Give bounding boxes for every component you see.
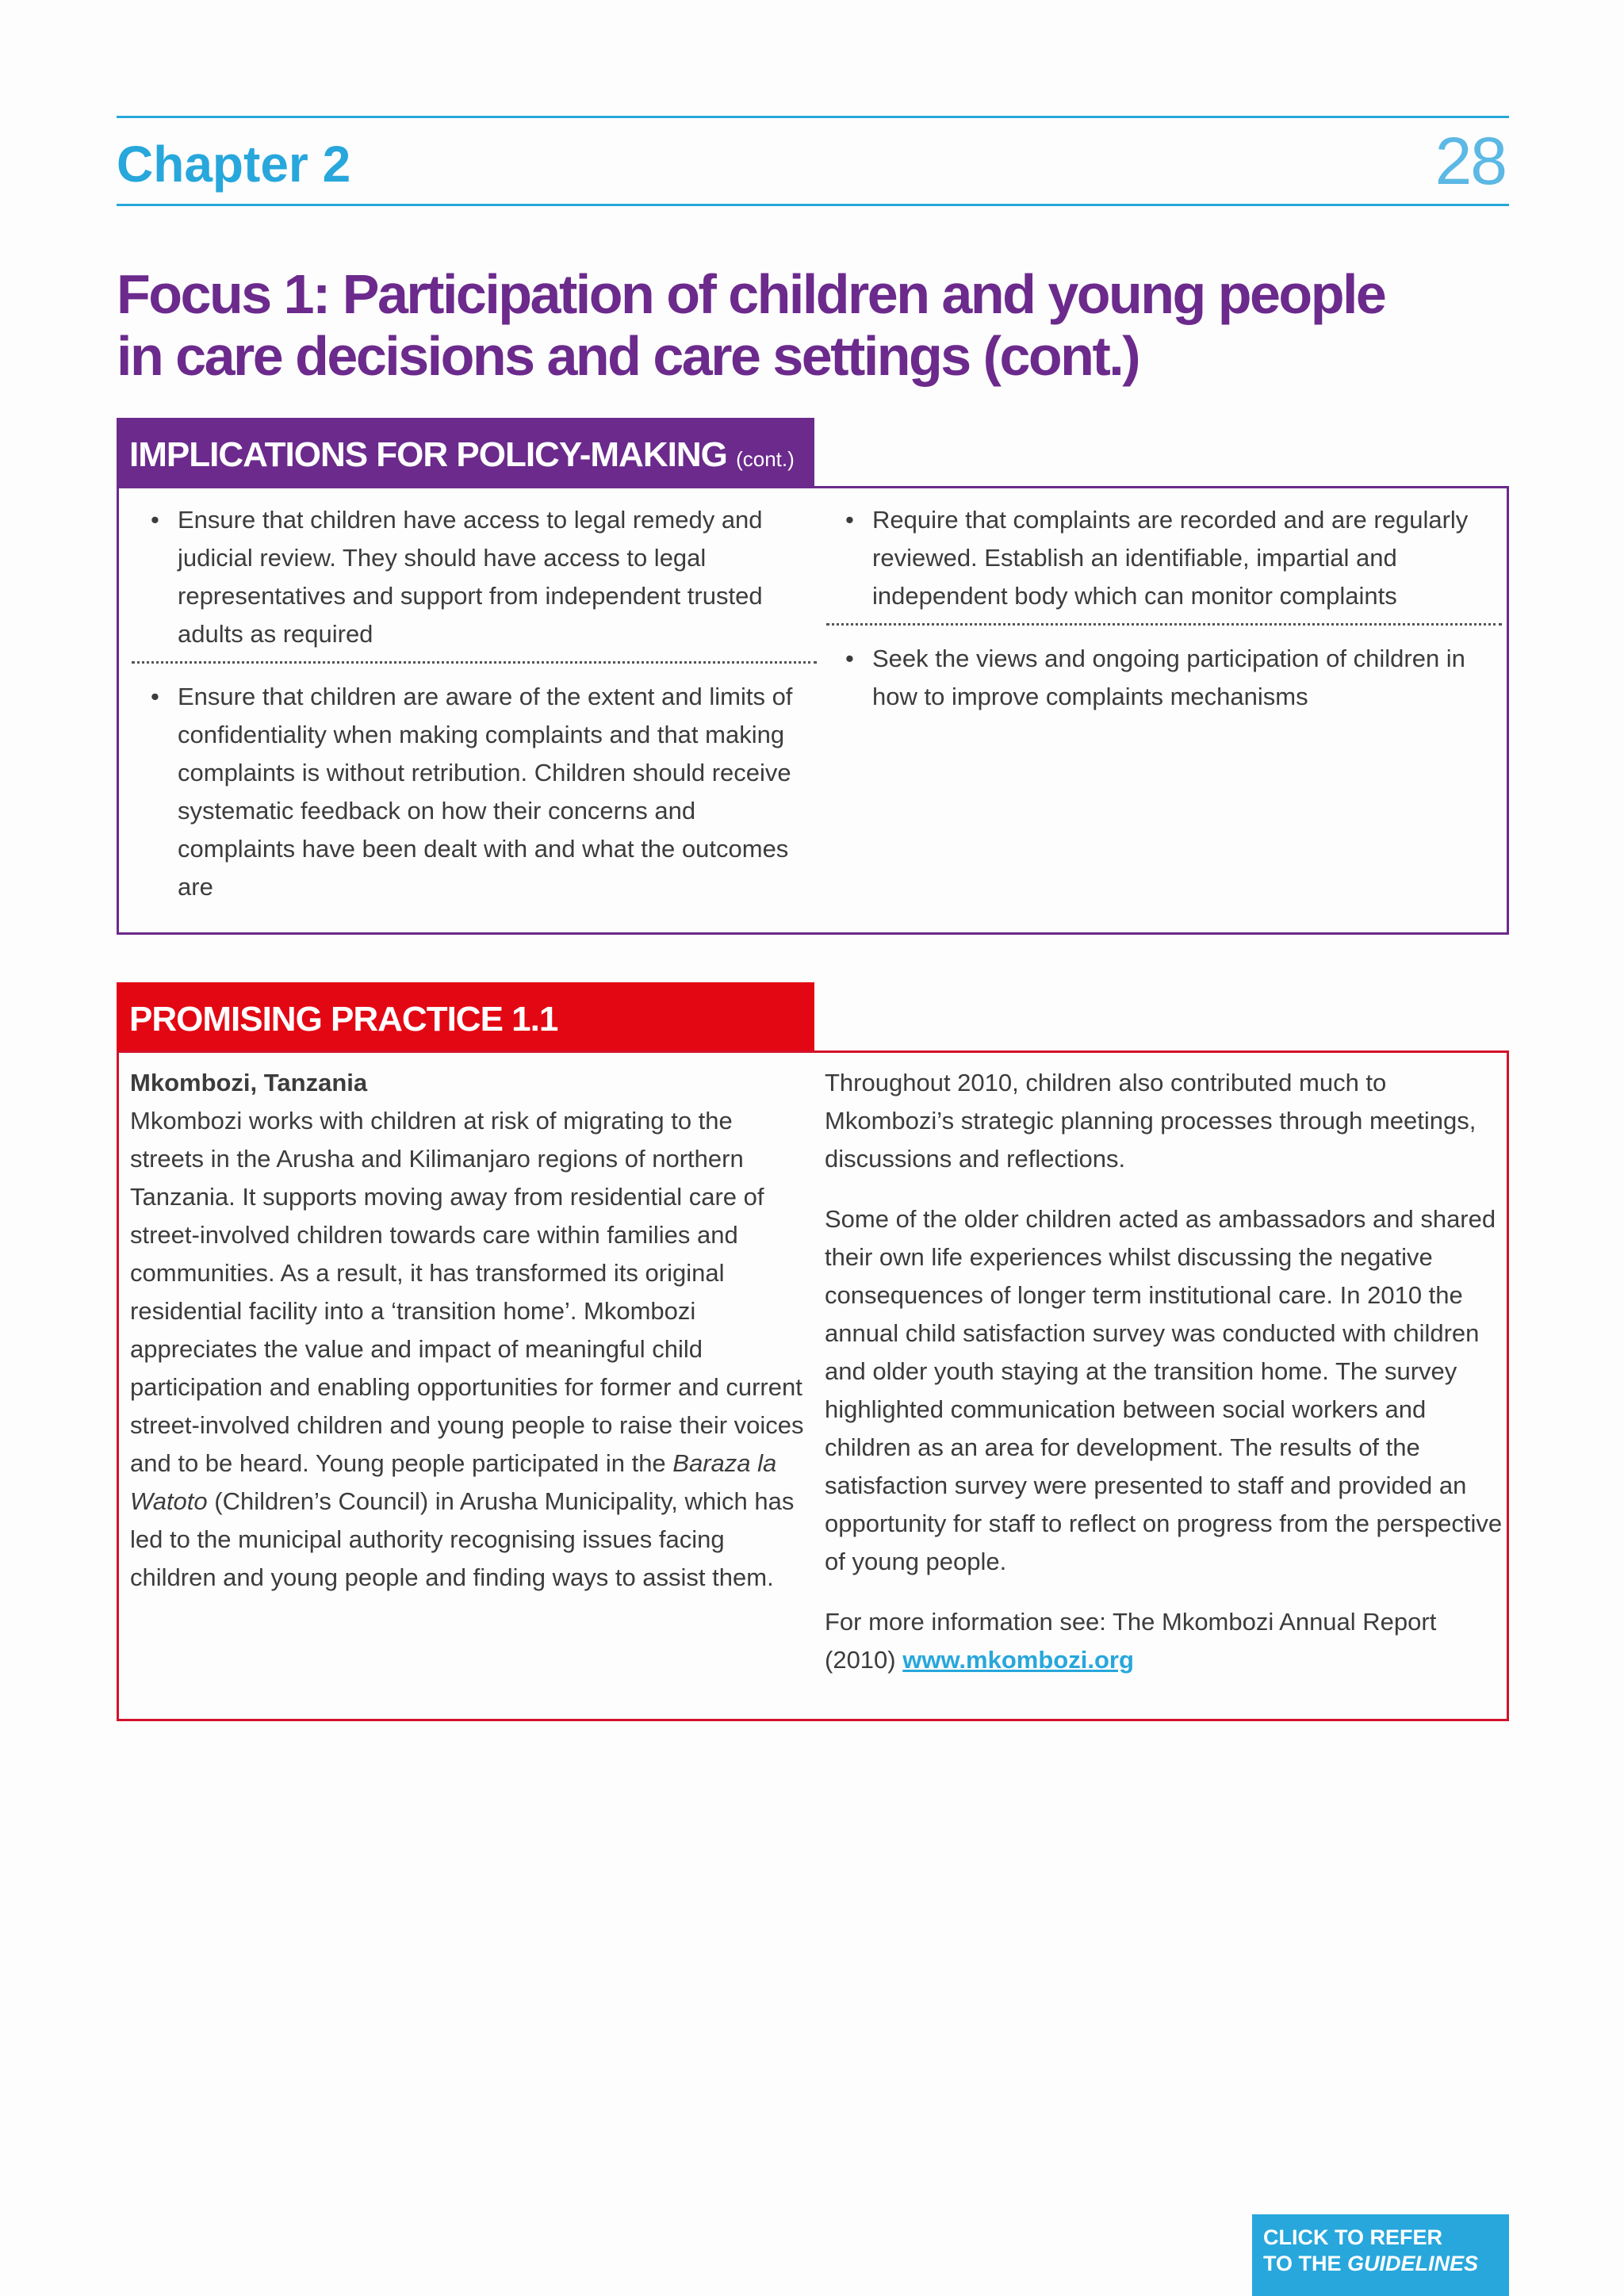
implications-box	[117, 486, 1509, 935]
list-item-text: Ensure that children have access to legal remedy and judicial review. They should have access to legal representatives and support from independent trusted adults as required	[178, 506, 763, 648]
implications-right-column	[826, 501, 1502, 716]
guidelines-button-line2-prefix: TO THE	[1263, 2252, 1348, 2275]
guidelines-button-line2-italic: GUIDELINES	[1347, 2252, 1479, 2275]
practice-location: Mkombozi, Tanzania	[130, 1069, 368, 1096]
mkombozi-link[interactable]: www.mkombozi.org	[902, 1646, 1134, 1674]
promising-practice-left-column	[130, 1064, 812, 1619]
focus-title-line2: in care decisions and care settings (cont.)	[117, 325, 1139, 387]
focus-title-line1: Participation of children and young people	[328, 263, 1385, 325]
implications-heading-suffix: (cont.)	[736, 447, 795, 471]
promising-practice-right-column	[825, 1064, 1503, 1701]
chapter-title: Chapter 2	[117, 136, 351, 193]
implications-heading	[117, 418, 814, 488]
guidelines-button-line1: CLICK TO REFER	[1263, 2225, 1443, 2249]
page-number: 28	[1434, 124, 1506, 198]
list-item	[132, 501, 817, 664]
refer-guidelines-button[interactable]	[1252, 2214, 1509, 2296]
promising-practice-box	[117, 1050, 1509, 1721]
list-item	[826, 501, 1502, 626]
practice-left-text-b: (Children’s Council) in Arusha Municipality, which has led to the municipal authority recognising issues facing children and young people and finding ways to assist them.	[130, 1487, 795, 1591]
list-item-text: Ensure that children are aware of the extent and limits of confidentiality when making complaints and that making complaints is without retribution. Children should receive systematic feedback on how their concerns and complaints have been dealt with and what the outcomes are	[178, 683, 793, 901]
bullet-icon: •	[845, 506, 854, 534]
list-item-text: Require that complaints are recorded and are regularly reviewed. Establish an identifiable, impartial and independent body which can monitor complaints	[872, 506, 1469, 610]
implications-left-column	[132, 501, 817, 906]
practice-council-name: Baraza la Watoto	[130, 1449, 777, 1515]
bullet-icon: •	[151, 683, 159, 710]
practice-right-paragraph-1: Throughout 2010, children also contributed much to Mkombozi’s strategic planning processes through meetings, discussions and reflections.	[825, 1069, 1477, 1173]
list-item	[826, 640, 1502, 716]
practice-left-text-a: Mkombozi works with children at risk of migrating to the streets in the Arusha and Kilimanjaro regions of northern Tanzania. It supports moving away from residential care of street-involved children towards care within families and communities. As a result, it has transformed its original residential facility into a ‘transition home’. Mkombozi appreciates the value and impact of meaningful child participation and enabling opportunities for former and current street-involved children and young people to raise their voices and to be heard. Young people participated in the	[130, 1107, 804, 1477]
chapter-header	[117, 116, 1509, 206]
bullet-icon: •	[151, 506, 159, 534]
practice-more-info	[825, 1603, 1503, 1679]
practice-right-paragraph-2: Some of the older children acted as ambassadors and shared their own life experiences whilst discussing the negative consequences of longer term institutional care. In 2010 the annual child satisfaction survey was conducted with children and older youth staying at the transition home. The survey highlighted communication between social workers and children as an area for development. The results of the satisfaction survey were presented to staff and provided an opportunity for staff to reflect on progress from the perspective of young people.	[825, 1205, 1503, 1575]
focus-title	[117, 263, 1465, 387]
list-item-text: Seek the views and ongoing participation of children in how to improve complaints mechanisms	[872, 645, 1465, 710]
focus-label: Focus 1:	[117, 263, 329, 325]
bullet-icon: •	[845, 645, 854, 672]
practice-left-paragraph	[130, 1102, 812, 1597]
list-item	[132, 678, 817, 906]
implications-heading-text: IMPLICATIONS FOR POLICY-MAKING	[129, 435, 727, 474]
more-info-text: For more information see: The Mkombozi Annual Report (2010)	[825, 1608, 1437, 1674]
promising-practice-heading: PROMISING PRACTICE 1.1	[117, 982, 814, 1052]
